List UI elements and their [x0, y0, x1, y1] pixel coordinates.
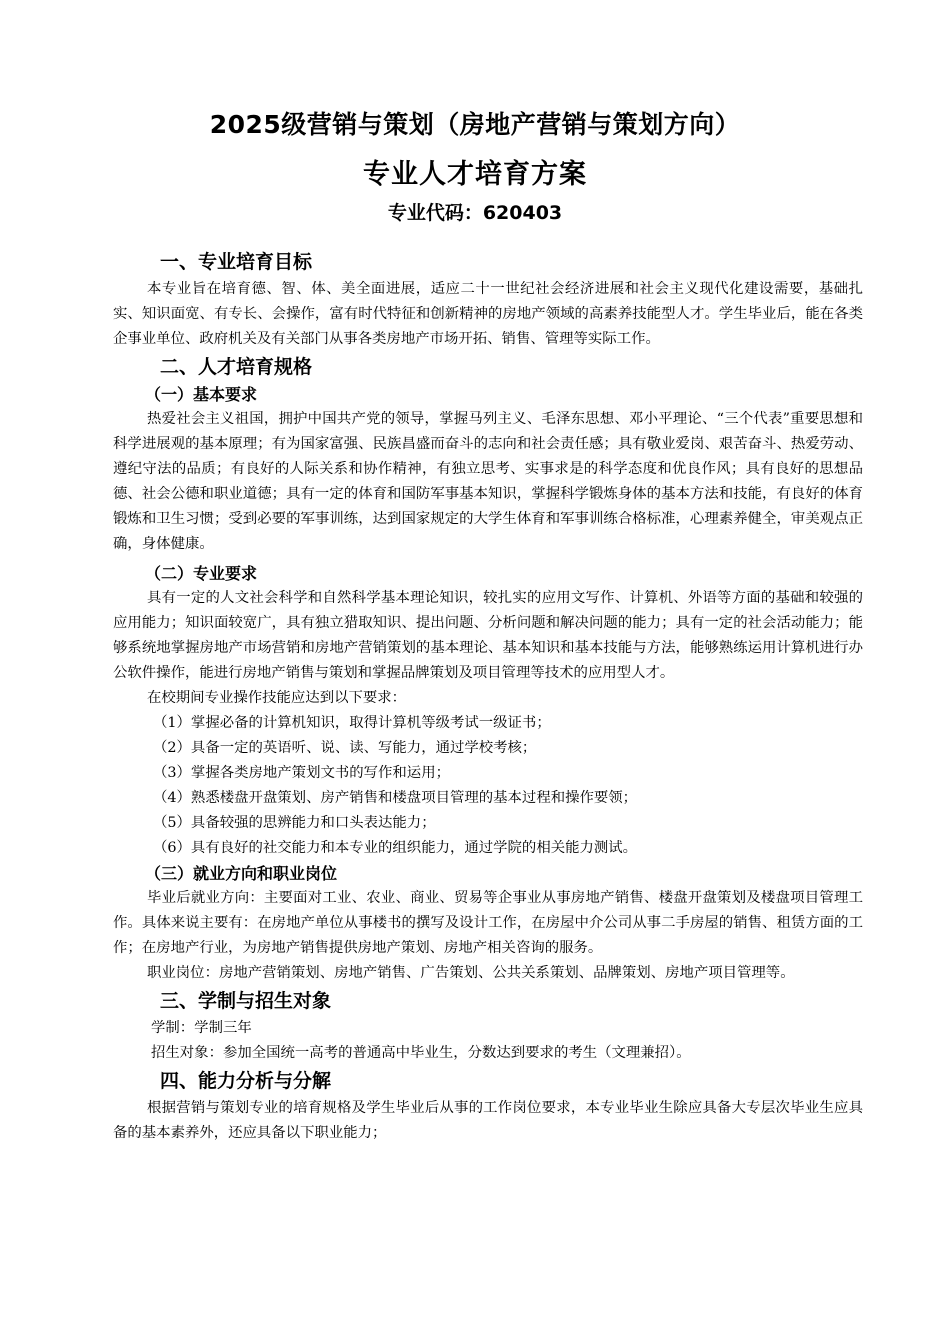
section-heading-objectives: 一、专业培育目标: [160, 251, 313, 273]
skill-list-item: （3）掌握各类房地产策划文书的写作和运用；: [153, 765, 450, 781]
skill-list-item: （6）具有良好的社交能力和本专业的组织能力，通过学院的相关能力测试。: [153, 840, 638, 856]
duration-line: 学制：学制三年: [151, 1020, 252, 1036]
employment-direction-paragraph: 毕业后就业方向：主要面对工业、农业、商业、贸易等企事业从事房地产销售、楼盘开盘策划及楼盘项目管理工作。具体来说主要有：在房地产单位从事楼书的撰写及设计工作，在房屋中介公司从事二手房屋的销售、租赁方面的工作；在房地产行业，为房地产销售提供房地产策划、房地产相关咨询的服务。: [113, 890, 863, 956]
section-heading-duration-enrollment: 三、学制与招生对象: [160, 990, 332, 1012]
objectives-paragraph: 本专业旨在培育德、智、体、美全面进展，适应二十一世纪社会经济进展和社会主义现代化建设需要，基础扎实、知识面宽、有专长、会操作，富有时代特征和创新精神的房地产领域的高素养技能型人才。学生毕业后，能在各类企事业单位、政府机关及有关部门从事各类房地产市场开拓、销售、管理等实际工作。: [113, 281, 863, 347]
professional-requirements-paragraph: 具有一定的人文社会科学和自然科学基本理论知识，较扎实的应用文写作、计算机、外语等方面的基础和较强的应用能力；知识面较宽广，具有独立猎取知识、提出问题、分析问题和解决问题的能力；具有一定的社会活动能力；能够系统地掌握房地产市场营销和房地产营销策划的基本理论、基本知识和基本技能与方法，能够熟练运用计算机进行办公软件操作，能进行房地产销售与策划和掌握品牌策划及项目管理等技术的应用型人才。: [113, 590, 863, 681]
skills-intro: 在校期间专业操作技能应达到以下要求：: [147, 690, 407, 706]
job-positions-paragraph: 职业岗位：房地产营销策划、房地产销售、广告策划、公共关系策划、品牌策划、房地产项目管理等。: [147, 965, 795, 981]
document-body: [113, 247, 863, 1146]
section-heading-ability-analysis: 四、能力分析与分解: [160, 1070, 332, 1092]
subsection-heading-employment: （三）就业方向和职业岗位: [145, 864, 338, 883]
skill-list-item: （5）具备较强的思辨能力和口头表达能力；: [153, 815, 436, 831]
ability-analysis-paragraph: 根据营销与策划专业的培育规格及学生毕业后从事的工作岗位要求，本专业毕业生除应具备大专层次毕业生应具备的基本素养外，还应具备以下职业能力；: [113, 1100, 863, 1141]
document-title-line1: 2025级营销与策划（房地产营销与策划方向）: [209, 110, 741, 139]
subsection-heading-basic-requirements: （一）基本要求: [145, 385, 258, 404]
skill-list-item: （1）掌握必备的计算机知识，取得计算机等级考试一级证书；: [153, 715, 551, 731]
section-heading-specifications: 二、人才培育规格: [160, 356, 313, 378]
enrollment-line: 招生对象：参加全国统一高考的普通高中毕业生，分数达到要求的考生（文理兼招）。: [151, 1045, 691, 1061]
skill-list-item: （4）熟悉楼盘开盘策划、房产销售和楼盘项目管理的基本过程和操作要领；: [153, 790, 638, 806]
document-title-line2: 专业人才培育方案: [363, 159, 587, 190]
major-code: 专业代码：620403: [387, 202, 563, 224]
subsection-heading-professional-requirements: （二）专业要求: [145, 564, 258, 583]
skill-list-item: （2）具备一定的英语听、说、读、写能力，通过学校考核；: [153, 740, 537, 756]
basic-requirements-paragraph: 热爱社会主义祖国，拥护中国共产党的领导，掌握马列主义、毛泽东思想、邓小平理论、“三个代表”重要思想和科学进展观的基本原理；有为国家富强、民族昌盛而奋斗的志向和社会责任感；具有敬业爱岗、艰苦奋斗、热爱劳动、遵纪守法的品质；有良好的人际关系和协作精神，有独立思考、实事求是的科学态度和优良作风；具有良好的思想品德、社会公德和职业道德；具有一定的体育和国防军事基本知识，掌握科学锻炼身体的基本方法和技能，有良好的体育锻炼和卫生习惯；受到必要的军事训练，达到国家规定的大学生体育和军事训练合格标准，心理素养健全，审美观点正确，身体健康。: [113, 411, 863, 552]
